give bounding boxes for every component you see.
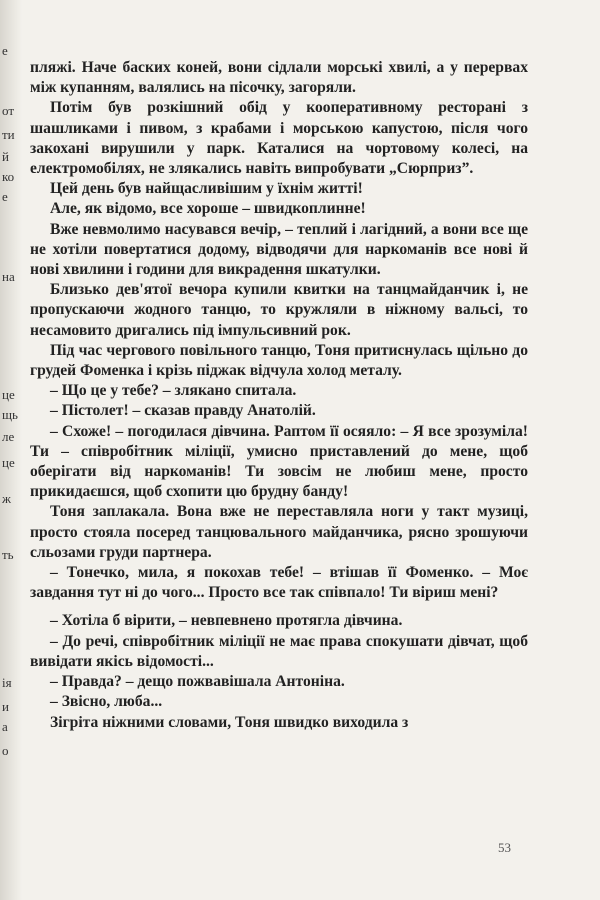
body-text (30, 58, 528, 733)
margin-fragment: ти (2, 127, 15, 142)
binding-gutter (0, 0, 22, 900)
margin-fragment: ж (2, 491, 11, 506)
paragraph: пляжі. Наче баских коней, вони сідлали морські хвилі, а у перервах між купанням, валялись на пісочку, загоряли. (30, 59, 528, 97)
dialogue-line: – Схоже! – погодилася дівчина. Раптом її осяяло: – Я все зрозуміла! Ти – співробітник міліції, умисно приставлений до мене, щоб оберігати від наркоманів! Ти зовсім не любиш мене, просто прикидаєшся, щоб схопити цю брудну банду! (30, 422, 528, 501)
paragraph: Цей день був найщасливішим у їхнім житті! (50, 180, 363, 198)
margin-fragment: ть (2, 547, 14, 562)
margin-fragment: е (2, 189, 8, 204)
paragraph: Вже невмолимо насувався вечір, – теплий і лагідний, а вони все ще не хотіли повертатися додому, відводячи для наркоманів все нові й нові хвилини і години для викрадення шкатулки. (30, 220, 528, 279)
dialogue-line: – Правда? – дещо пожвавішала Антоніна. (50, 673, 345, 691)
dialogue-line: – Хотіла б вірити, – невпевнено протягла дівчина. (50, 612, 403, 630)
dialogue-line: – До речі, співробітник міліції не має права спокушати дівчат, щоб вивідати якісь відомості... (30, 632, 528, 670)
margin-fragment: и (2, 699, 9, 714)
dialogue-line: – Тонечко, мила, я покохав тебе! – втішав її Фоменко. – Моє завдання тут ні до чого... Просто все так співпало! Ти віриш мені? (30, 564, 528, 602)
margin-fragment: це (2, 387, 15, 402)
margin-fragment: о (2, 743, 9, 758)
margin-fragment: от (2, 103, 15, 118)
paragraph: Близько дев'ятої вечора купили квитки на танцмайданчик і, не пропускаючи жодного танцю, то кружляли в ніжному вальсі, то несамовито дригались під імпульсивний рок. (30, 281, 528, 339)
margin-fragment: ія (2, 675, 12, 690)
margin-fragment: щь (2, 407, 18, 422)
margin-fragment: ле (2, 429, 15, 444)
dialogue-line: – Звісно, люба... (50, 693, 163, 711)
margin-fragment: ко (2, 169, 15, 184)
paragraph: Зігріта ніжними словами, Тоня швидко виходила з (50, 713, 409, 731)
margin-fragment: це (2, 455, 15, 470)
paragraph: Тоня заплакала. Вона вже не переставляла ноги у такт музиці, просто стояла посеред танцювального майданчика, рясно зрошуючи сльозами груди партнера. (30, 503, 528, 561)
margin-fragment: а (2, 719, 8, 734)
margin-fragment: на (2, 269, 15, 284)
paragraph: Але, як відомо, все хороше – швидкоплинне! (50, 200, 366, 218)
page-number: 53 (498, 840, 511, 855)
margin-fragment: е (2, 43, 8, 58)
dialogue-line: – Пістолет! – сказав правду Анатолій. (50, 402, 316, 420)
dialogue-line: – Що це у тебе? – злякано спитала. (50, 382, 297, 400)
margin-fragment: й (2, 149, 9, 164)
paragraph: Потім був розкішний обід у кооперативному ресторані з шашликами і пивом, з крабами і морською капустою, після чого закохані вирушили у парк. Каталися на чортовому колесі, на електромобілях, не злякались навіть випробувати „Сюрприз”. (30, 99, 528, 178)
paragraph: Під час чергового повільного танцю, Тоня притиснулась щільно до грудей Фоменка і крізь піджак відчула холод металу. (30, 341, 528, 380)
